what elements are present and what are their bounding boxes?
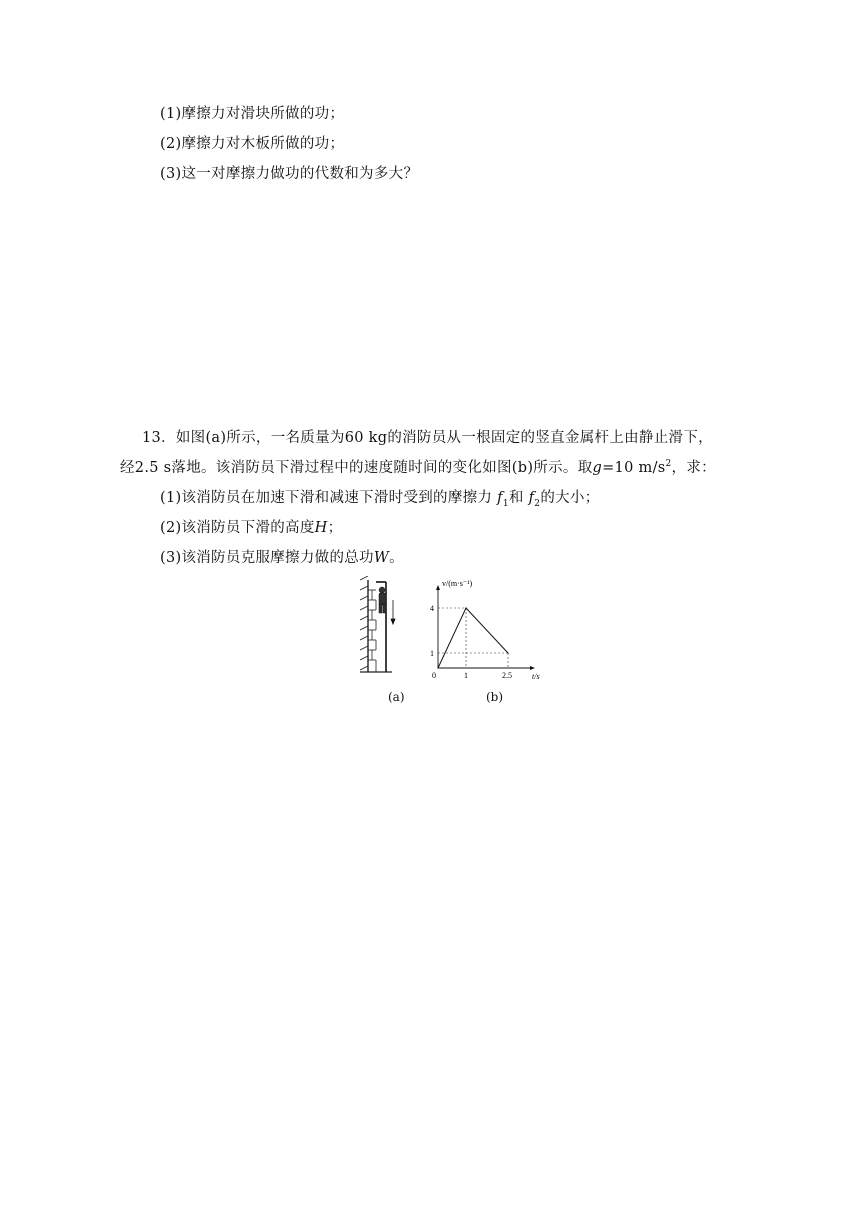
firefighter-pole-figure	[360, 576, 540, 686]
var-f1: f	[497, 490, 503, 506]
y-axis-label: v/(m·s⁻¹)	[442, 579, 473, 588]
prev-question-3: (3)这一对摩擦力做功的代数和为多大？	[160, 166, 419, 182]
figure-label-a: (a)	[388, 690, 405, 704]
sub1-he: 和	[508, 490, 524, 506]
figure	[360, 576, 540, 708]
var-W: W	[373, 550, 390, 566]
vt-chart	[430, 579, 540, 681]
prev-question-2: (2)摩擦力对木板所做的功；	[160, 136, 345, 152]
q13-subquestion-2	[160, 518, 342, 538]
y-tick-label: 1	[430, 649, 434, 658]
down-arrow-icon	[391, 600, 395, 624]
exponent: 2	[665, 459, 672, 470]
var-f2: f	[528, 490, 535, 506]
subscript-2: 2	[534, 498, 541, 509]
prev-question-1: (1)摩擦力对滑块所做的功；	[160, 106, 345, 122]
q13-line2-text-b: =10 m/s	[602, 460, 666, 476]
q13-line2-text-a: 经2.5 s落地。该消防员下滑过程中的速度随时间的变化如图(b)所示。取	[120, 460, 593, 476]
sub1-text-a: (1)该消防员在加速下滑和减速下滑时受到的摩擦力	[160, 490, 493, 506]
x-tick-label: 1	[464, 671, 468, 680]
x-tick-label: 0	[432, 671, 436, 680]
data-point	[465, 607, 466, 608]
sub1-text-b: 的大小；	[540, 490, 600, 506]
q13-line2-text-c: ，求：	[671, 460, 716, 476]
chart-series	[437, 607, 508, 668]
brick-wall	[360, 576, 392, 672]
data-point	[437, 667, 438, 668]
x-axis-label: t/s	[532, 672, 540, 681]
data-point	[507, 652, 508, 653]
y-axis-arrow-icon	[436, 585, 440, 590]
chart-guides	[438, 608, 508, 668]
y-tick-label: 4	[430, 604, 434, 613]
figure-label-b: (b)	[486, 690, 504, 704]
sub2-text-b: ；	[327, 520, 343, 536]
subscript-1: 1	[502, 498, 509, 509]
firefighter-icon	[379, 587, 386, 613]
q13-subquestion-3	[160, 548, 404, 568]
x-axis-arrow-icon	[530, 666, 535, 670]
sub3-text-b: 。	[389, 550, 404, 566]
q13-subquestion-1	[160, 488, 600, 508]
sub2-text-a: (2)该消防员下滑的高度	[160, 520, 315, 536]
velocity-series-line	[438, 608, 508, 668]
chart-ticks	[430, 604, 512, 680]
q13-line2	[120, 458, 716, 478]
q13-line1: 13．如图(a)所示，一名质量为60 kg的消防员从一根固定的竖直金属杆上由静止滑下，	[142, 430, 713, 446]
var-H: H	[314, 520, 328, 536]
sub3-text-a: (3)该消防员克服摩擦力做的总功	[160, 550, 374, 566]
x-tick-label: 2.5	[502, 671, 512, 680]
var-g: g	[592, 460, 603, 476]
